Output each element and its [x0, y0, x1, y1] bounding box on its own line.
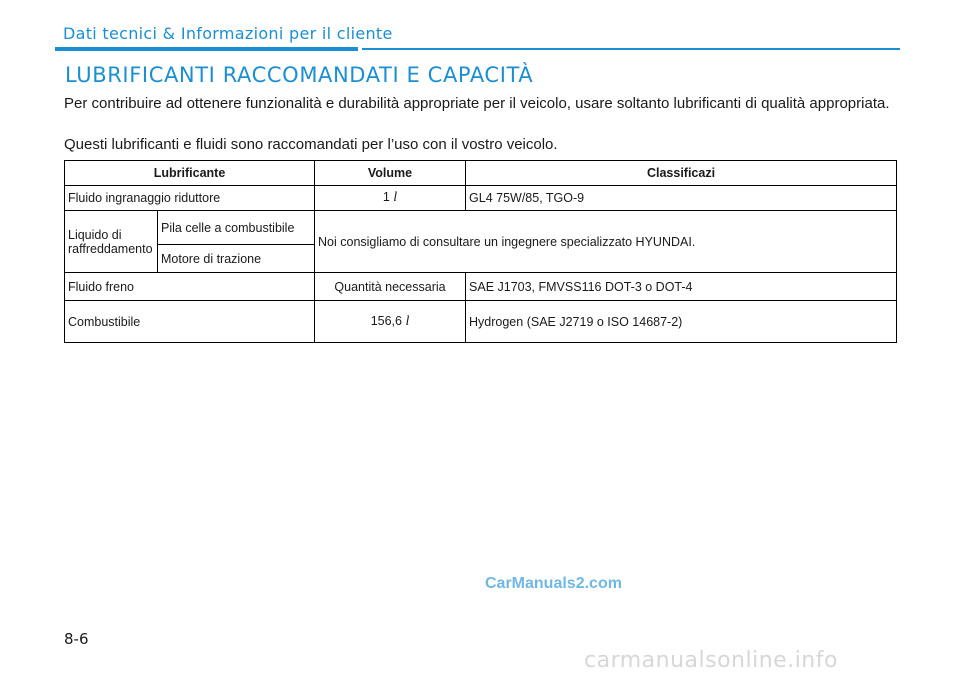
watermark-footer: carmanualsonline.info [584, 648, 838, 673]
table-row [65, 186, 897, 211]
cell-fuel-name: Combustibile [65, 301, 315, 343]
cell-coolant-sub1: Pila celle a combustibile [158, 211, 315, 245]
cell-coolant-name: Liquido di raffreddamento [65, 211, 158, 273]
cell-reducer-volume [315, 186, 466, 211]
cell-fuel-volume [315, 301, 466, 343]
header-bar-thick [55, 47, 358, 51]
header-title: Dati tecnici & Informazioni per il cliente [63, 24, 393, 43]
cell-coolant-note: Noi consigliamo di consultare un ingegnere specializzato HYUNDAI. [315, 211, 897, 273]
reducer-volume-value: 1 [382, 190, 390, 204]
intro-paragraph-2: Questi lubrificanti e fluidi sono raccomandati per l’uso con il vostro veicolo. [64, 136, 558, 153]
page-number: 8-6 [64, 630, 89, 648]
fuel-volume-unit: l [405, 313, 410, 329]
intro-paragraph: Per contribuire ad ottenere funzionalità e durabilità appropriate per il veicolo, usare soltanto lubrificanti di qualità appropriata. [64, 95, 890, 112]
cell-reducer-class: GL4 75W/85, TGO-9 [466, 186, 897, 211]
table-header-row [65, 161, 897, 186]
header-bar-thin [362, 48, 900, 50]
table-row [65, 211, 897, 245]
table-row [65, 273, 897, 301]
fuel-volume-value: 156,6 [370, 313, 402, 328]
watermark-link[interactable]: CarManuals2.com [485, 575, 622, 592]
section-title: LUBRIFICANTI RACCOMANDATI E CAPACITÀ [65, 63, 534, 87]
header-classification: Classificazi [466, 161, 897, 186]
cell-coolant-sub2: Motore di trazione [158, 245, 315, 273]
cell-brake-volume: Quantità necessaria [315, 273, 466, 301]
reducer-volume-unit: l [393, 190, 398, 205]
lubricants-table [64, 160, 897, 343]
cell-fuel-class: Hydrogen (SAE J2719 o ISO 14687-2) [466, 301, 897, 343]
header-lubricant: Lubrificante [65, 161, 315, 186]
header-volume: Volume [315, 161, 466, 186]
table-row [65, 301, 897, 343]
cell-brake-class: SAE J1703, FMVSS116 DOT-3 o DOT-4 [466, 273, 897, 301]
cell-reducer-name: Fluido ingranaggio riduttore [65, 186, 315, 211]
cell-brake-name: Fluido freno [65, 273, 315, 301]
